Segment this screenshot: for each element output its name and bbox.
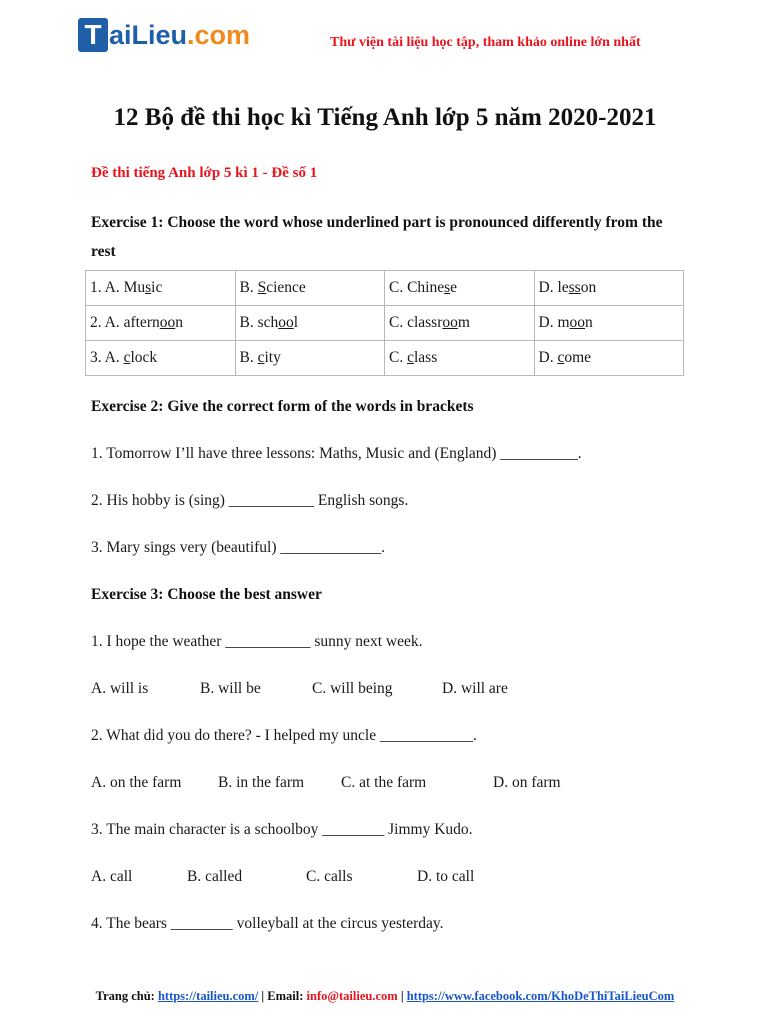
q3-option-a: A. call	[91, 868, 133, 885]
exercise-3-heading: Exercise 3: Choose the best answer	[91, 586, 322, 603]
exercise-2-heading: Exercise 2: Give the correct form of the words in brackets	[91, 398, 474, 415]
table-cell: C. class	[385, 341, 535, 376]
exam-subtitle: Đề thi tiếng Anh lớp 5 kì 1 - Đề số 1	[91, 165, 318, 181]
page-footer	[0, 989, 770, 1004]
q3-option-d: D. to call	[417, 868, 475, 885]
q3-option-c: C. calls	[306, 868, 353, 885]
q2-option-c: C. at the farm	[341, 774, 427, 791]
exercise-2-item-1: 1. Tomorrow I’ll have three lessons: Maths, Music and (England) __________.	[91, 445, 582, 462]
table-cell: C. classroom	[385, 306, 535, 341]
q3-option-b: B. called	[187, 868, 243, 885]
question-2: 2. What did you do there? - I helped my uncle ____________.	[91, 727, 477, 744]
table-row	[86, 271, 684, 306]
page-title: 12 Bộ đề thi học kì Tiếng Anh lớp 5 năm 2020-2021	[113, 104, 657, 131]
exercise-2-item-3: 3. Mary sings very (beautiful) _____________.	[91, 539, 386, 556]
tailieu-logo[interactable]	[78, 16, 250, 54]
q2-option-d: D. on farm	[493, 774, 561, 791]
q1-option-a: A. will is	[91, 680, 149, 697]
header-tagline: Thư viện tài liệu học tập, tham khảo online lớn nhất	[330, 35, 641, 50]
table-cell: D. come	[534, 341, 684, 376]
exercise-2-item-2: 2. His hobby is (sing) ___________ English songs.	[91, 492, 409, 509]
q2-option-a: A. on the farm	[91, 774, 182, 791]
table-cell: 2. A. afternoon	[86, 306, 236, 341]
table-cell: B. city	[235, 341, 385, 376]
footer-home-label: Trang chủ:	[95, 989, 158, 1003]
q1-option-b: B. will be	[200, 680, 261, 697]
footer-facebook-link[interactable]: https://www.facebook.com/KhoDeThiTaiLieuCom	[406, 989, 675, 1003]
table-row	[86, 341, 684, 376]
footer-email-label: | Email:	[258, 989, 307, 1003]
q1-option-d: D. will are	[442, 680, 508, 697]
logo-wordmark: aiLieu.com	[109, 19, 251, 50]
table-cell: C. Chinese	[385, 271, 535, 306]
table-cell: B. Science	[235, 271, 385, 306]
footer-separator: |	[397, 989, 407, 1003]
table-cell: D. moon	[534, 306, 684, 341]
exercise-1-table	[85, 270, 684, 376]
footer-home-link[interactable]: https://tailieu.com/	[157, 989, 259, 1003]
q2-option-b: B. in the farm	[218, 774, 305, 791]
table-cell: 1. A. Music	[86, 271, 236, 306]
q1-option-c: C. will being	[312, 680, 393, 697]
question-4: 4. The bears ________ volleyball at the circus yesterday.	[91, 915, 444, 932]
table-row	[86, 306, 684, 341]
exercise-1-heading: Exercise 1: Choose the word whose underlined part is pronounced differently from the rest	[91, 214, 663, 260]
logo-letter-box: T	[78, 18, 108, 52]
table-cell: 3. A. clock	[86, 341, 236, 376]
table-cell: D. lesson	[534, 271, 684, 306]
question-3: 3. The main character is a schoolboy ________ Jimmy Kudo.	[91, 821, 473, 838]
table-cell: B. school	[235, 306, 385, 341]
footer-email[interactable]: info@tailieu.com	[306, 989, 398, 1003]
question-1: 1. I hope the weather ___________ sunny next week.	[91, 633, 423, 650]
